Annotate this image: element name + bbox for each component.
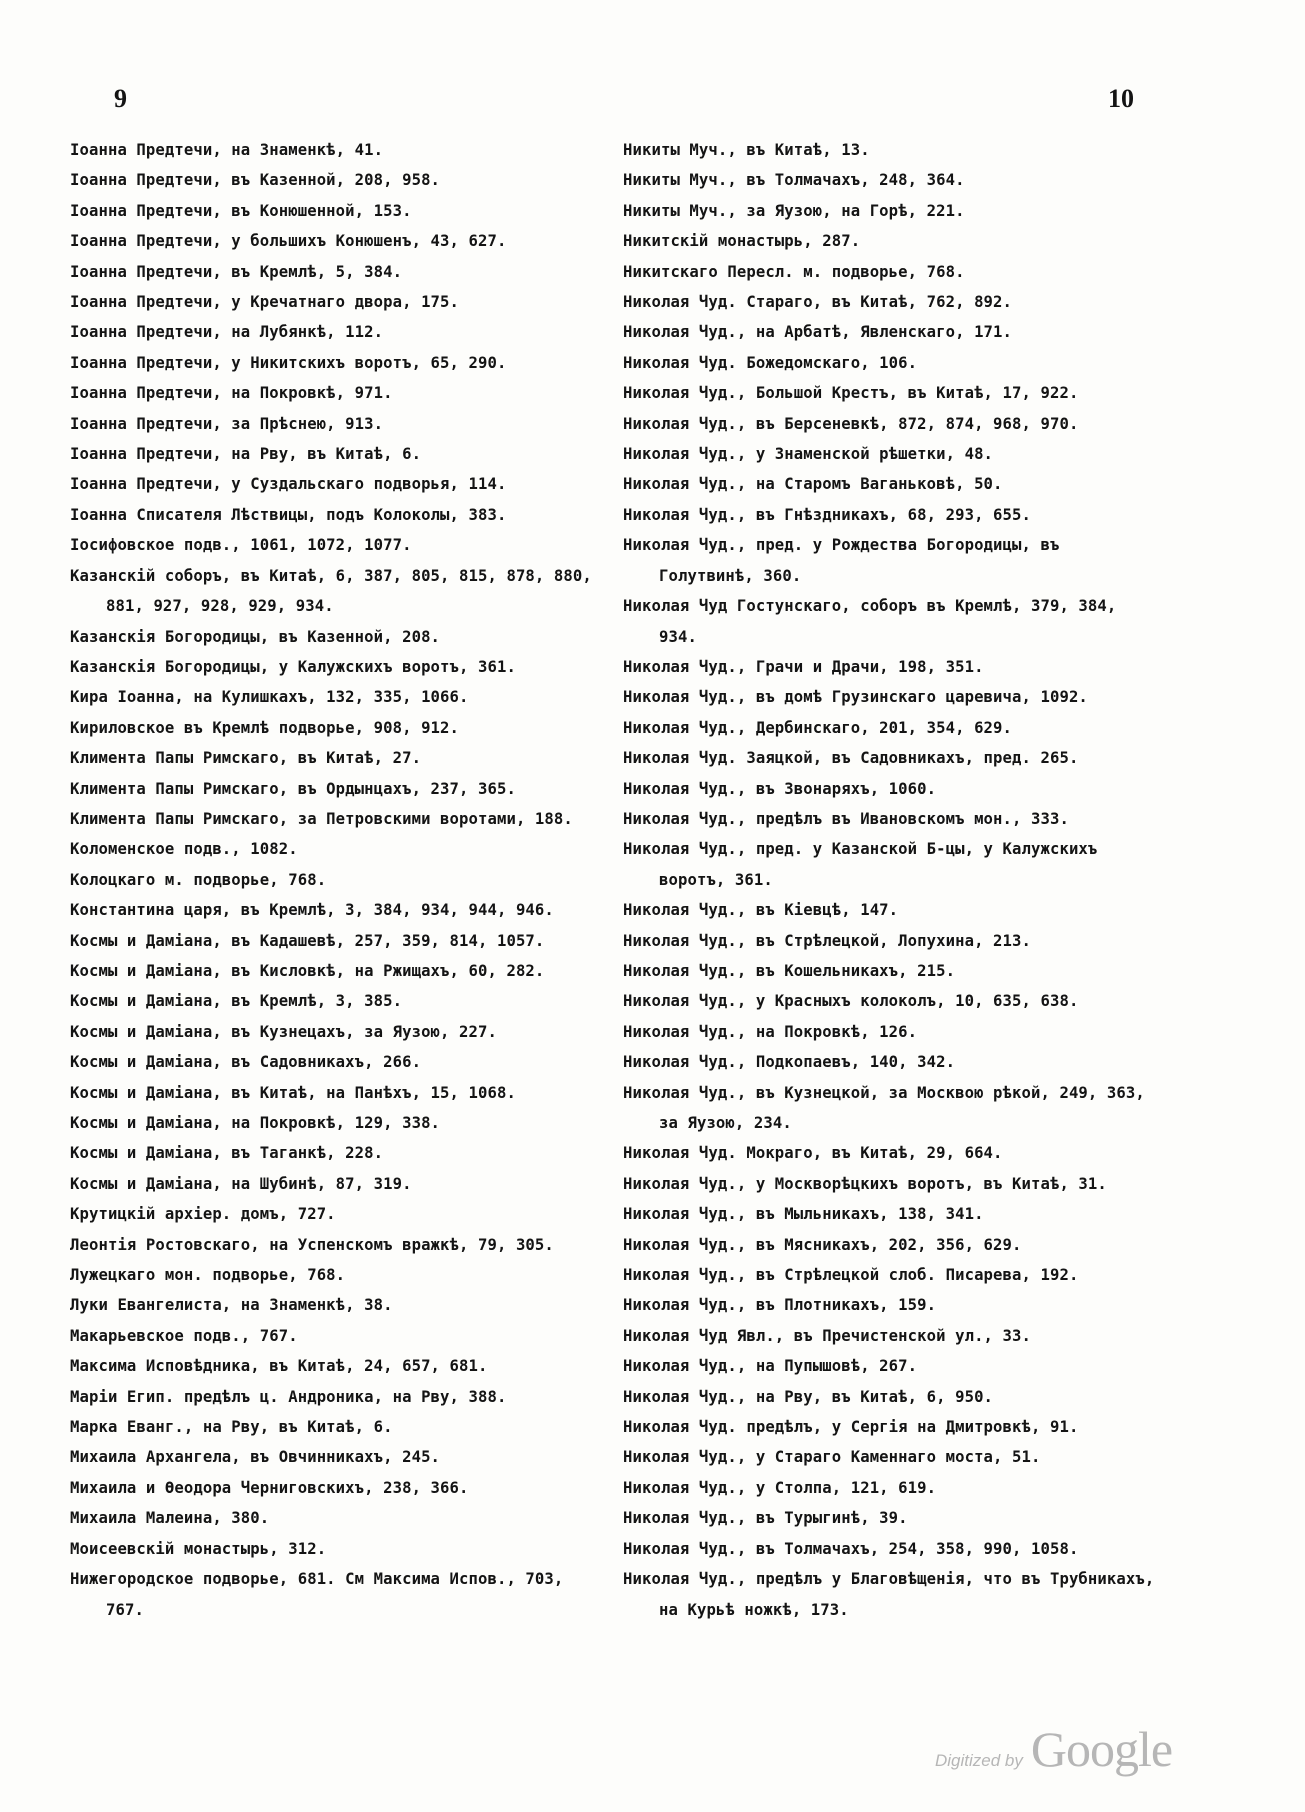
index-entry: Николая Чуд., пред. у Рождества Богородицы, въ Голутвинѣ, 360. — [623, 536, 1060, 585]
index-entry: Михаила Архангела, въ Овчинникахъ, 245. — [70, 1448, 441, 1467]
index-entry: Николая Чуд., у Стараго Каменнаго моста, 51. — [623, 1448, 1041, 1467]
index-entry: Николая Чуд., на Рву, въ Китаѣ, 6, 950. — [623, 1387, 994, 1406]
index-entry: Іоанна Предтечи, въ Конюшенной, 153. — [70, 201, 412, 220]
index-entry: Николая Чуд., въ Звонаряхъ, 1060. — [623, 779, 937, 798]
index-entry: Николая Чуд., въ Турыгинѣ, 39. — [623, 1509, 908, 1528]
index-entry: Іоанна Предтечи, на Знаменкѣ, 41. — [70, 141, 384, 159]
index-entry: Казанскій соборъ, въ Китаѣ, 6, 387, 805, 815, 878, 880, 881, 927, 928, 929, 934. — [70, 566, 592, 616]
index-entry: Макарьевское подв., 767. — [70, 1326, 298, 1345]
index-entry: Николая Чуд., въ Мясникахъ, 202, 356, 629. — [623, 1235, 1022, 1254]
index-entry: Іоанна Предтечи, у Суздальскаго подворья, 114. — [70, 475, 507, 494]
index-entry: Космы и Даміана, на Покровкѣ, 129, 338. — [70, 1114, 441, 1132]
index-entry: Нижегородское подворье, 681. См Максима Испов., 703, 767. — [70, 1570, 564, 1619]
index-entry: Никиты Муч., за Яузою, на Горѣ, 221. — [623, 201, 965, 220]
index-entry: Казанскія Богородицы, въ Казенной, 208. — [70, 627, 441, 646]
index-entry: Леонтія Ростовскаго, на Успенскомъ вражкѣ, 79, 305. — [70, 1235, 554, 1254]
index-entry: Николая Чуд., въ Мыльникахъ, 138, 341. — [623, 1205, 984, 1224]
page-number-left: 9 — [114, 84, 127, 113]
index-entry: Коломенское подв., 1082. — [70, 840, 298, 859]
digitized-watermark — [935, 1720, 1172, 1778]
index-entry: Маріи Егип. предѣлъ ц. Андроника, на Рву, 388. — [70, 1387, 507, 1406]
index-entry: Космы и Даміана, въ Садовникахъ, 266. — [70, 1053, 422, 1072]
index-entry: Никитскій монастырь, 287. — [623, 232, 861, 251]
index-entry: Космы и Даміана, въ Кисловкѣ, на Ржищахъ, 60, 282. — [70, 961, 545, 980]
index-entry: Крутицкій архіер. домъ, 727. — [70, 1205, 336, 1224]
index-entry: Николая Чуд., въ Кузнецкой, за Москвою рѣкой, 249, 363, за Яузою, 234. — [623, 1083, 1145, 1132]
index-entry: Николая Чуд., Большой Крестъ, въ Китаѣ, 17, 922. — [623, 384, 1079, 403]
google-logo: Google — [1030, 1721, 1173, 1777]
index-entry: Николая Чуд., въ Толмачахъ, 254, 358, 990, 1058. — [623, 1539, 1079, 1558]
index-entry: Кира Іоанна, на Кулишкахъ, 132, 335, 1066. — [70, 688, 469, 707]
index-entry: Николая Чуд., въ Кіевцѣ, 147. — [623, 901, 899, 920]
index-entry: Николая Чуд., въ Стрѣлецкой, Лопухина, 213. — [623, 931, 1031, 950]
page-number-right: 10 — [1108, 84, 1134, 113]
index-entry: Іоанна Предтечи, въ Казенной, 208, 958. — [70, 171, 441, 190]
index-entry: Николая Чуд., у Москворѣцкихъ воротъ, въ Китаѣ, 31. — [623, 1174, 1107, 1193]
index-entry: Николая Чуд. Божедомскаго, 106. — [623, 353, 918, 372]
index-entry: Максима Исповѣдника, въ Китаѣ, 24, 657, 681. — [70, 1357, 488, 1376]
index-entry: Іоанна Предтечи, у Кречатнаго двора, 175. — [70, 293, 460, 312]
index-entry: Николая Чуд. Стараго, въ Китаѣ, 762, 892. — [623, 293, 1013, 312]
index-column-right — [623, 135, 1163, 1625]
index-entry: Николая Чуд., въ Плотникахъ, 159. — [623, 1296, 937, 1315]
index-entry: Космы и Даміана, въ Кремлѣ, 3, 385. — [70, 992, 403, 1011]
index-entry: Николая Чуд., на Покровкѣ, 126. — [623, 1022, 918, 1041]
digitized-by-text: Digitized by — [935, 1751, 1023, 1770]
index-entry: Іоанна Предтечи, за Прѣснею, 913. — [70, 414, 384, 433]
index-entry: Николая Чуд., на Пупышовѣ, 267. — [623, 1357, 918, 1376]
index-entry: Кириловское въ Кремлѣ подворье, 908, 912. — [70, 718, 460, 737]
index-entry: Климента Папы Римскаго, за Петровскими воротами, 188. — [70, 809, 573, 828]
index-entry: Николая Чуд Гостунскаго, соборъ въ Кремлѣ, 379, 384, 934. — [623, 597, 1117, 646]
index-entry: Константина царя, въ Кремлѣ, 3, 384, 934, 944, 946. — [70, 901, 554, 920]
index-entry: Космы и Даміана, въ Таганкѣ, 228. — [70, 1144, 384, 1163]
index-entry: Николая Чуд. Заяцкой, въ Садовникахъ, пред. 265. — [623, 749, 1079, 768]
index-entry: Николая Чуд., въ Стрѣлецкой слоб. Писарева, 192. — [623, 1266, 1079, 1285]
index-entry: Климента Папы Римскаго, въ Ордынцахъ, 237, 365. — [70, 779, 516, 798]
index-entry: Николая Чуд., на Арбатѣ, Явленскаго, 171. — [623, 323, 1013, 342]
index-entry: Іоанна Предтечи, на Покровкѣ, 971. — [70, 384, 393, 403]
index-entry: Никитскаго Пересл. м. подворье, 768. — [623, 262, 965, 281]
index-entry: Николая Чуд., на Старомъ Ваганьковѣ, 50. — [623, 475, 1003, 494]
index-entry: Космы и Даміана, въ Кадашевѣ, 257, 359, 814, 1057. — [70, 931, 545, 950]
index-entry: Іоанна Предтечи, на Лубянкѣ, 112. — [70, 323, 384, 342]
index-entry: Николая Чуд., въ Гнѣздникахъ, 68, 293, 655. — [623, 505, 1031, 524]
index-entry: Казанскія Богородицы, у Калужскихъ воротъ, 361. — [70, 657, 516, 676]
index-entry: Николая Чуд. предѣлъ, у Сергія на Дмитровкѣ, 91. — [623, 1418, 1079, 1437]
index-entry: Николая Чуд Явл., въ Пречистенской ул., 33. — [623, 1326, 1031, 1345]
index-entry: Николая Чуд., въ Кошельникахъ, 215. — [623, 961, 956, 980]
index-entry: Климента Папы Римскаго, въ Китаѣ, 27. — [70, 749, 422, 768]
index-entry: Луки Евангелиста, на Знаменкѣ, 38. — [70, 1296, 393, 1315]
index-column-left — [70, 135, 600, 1625]
index-entry: Николая Чуд., Подкопаевъ, 140, 342. — [623, 1053, 956, 1072]
index-entry: Колоцкаго м. подворье, 768. — [70, 870, 327, 889]
index-entry: Николая Чуд. Мокраго, въ Китаѣ, 29, 664. — [623, 1144, 1003, 1163]
index-entry: Никиты Муч., въ Китаѣ, 13. — [623, 141, 870, 159]
index-entry: Николая Чуд., у Знаменской рѣшетки, 48. — [623, 445, 994, 464]
index-entry: Лужецкаго мон. подворье, 768. — [70, 1266, 346, 1285]
index-entry: Іоанна Предтечи, у большихъ Конюшенъ, 43, 627. — [70, 232, 507, 251]
index-entry: Николая Чуд., Дербинскаго, 201, 354, 629. — [623, 718, 1013, 737]
index-entry: Николая Чуд., пред. у Казанской Б-цы, у Калужскихъ воротъ, 361. — [623, 840, 1098, 889]
index-entry: Николая Чуд., въ домѣ Грузинскаго царевича, 1092. — [623, 688, 1088, 707]
index-entry: Николая Чуд., предѣлъ у Благовѣщенія, что въ Трубникахъ, на Курьѣ ножкѣ, 173. — [623, 1570, 1155, 1619]
index-entry: Михаила Малеина, 380. — [70, 1509, 270, 1528]
index-entry: Космы и Даміана, въ Китаѣ, на Панѣхъ, 15, 1068. — [70, 1083, 516, 1102]
index-entry: Іоанна Списателя Лѣствицы, подъ Колоколы, 383. — [70, 505, 507, 524]
index-entry: Николая Чуд., предѣлъ въ Ивановскомъ мон., 333. — [623, 809, 1069, 828]
index-entry: Марка Еванг., на Рву, въ Китаѣ, 6. — [70, 1418, 393, 1437]
index-entry: Никиты Муч., въ Толмачахъ, 248, 364. — [623, 171, 965, 190]
index-entry: Николая Чуд., у Столпа, 121, 619. — [623, 1478, 937, 1497]
index-entry: Космы и Даміана, на Шубинѣ, 87, 319. — [70, 1174, 412, 1193]
index-entry: Іосифовское подв., 1061, 1072, 1077. — [70, 536, 412, 555]
index-entry: Моисеевскій монастырь, 312. — [70, 1539, 327, 1558]
index-entry: Космы и Даміана, въ Кузнецахъ, за Яузою, 227. — [70, 1022, 497, 1041]
index-entry: Іоанна Предтечи, у Никитскихъ воротъ, 65, 290. — [70, 353, 507, 372]
index-entry: Николая Чуд., въ Берсеневкѣ, 872, 874, 968, 970. — [623, 414, 1079, 433]
index-entry: Николая Чуд., Грачи и Драчи, 198, 351. — [623, 657, 984, 676]
index-entry: Михаила и Ѳеодора Черниговскихъ, 238, 366. — [70, 1478, 469, 1497]
index-entry: Іоанна Предтечи, въ Кремлѣ, 5, 384. — [70, 262, 403, 281]
index-entry: Николая Чуд., у Красныхъ колоколъ, 10, 635, 638. — [623, 992, 1079, 1011]
index-entry: Іоанна Предтечи, на Рву, въ Китаѣ, 6. — [70, 445, 422, 464]
